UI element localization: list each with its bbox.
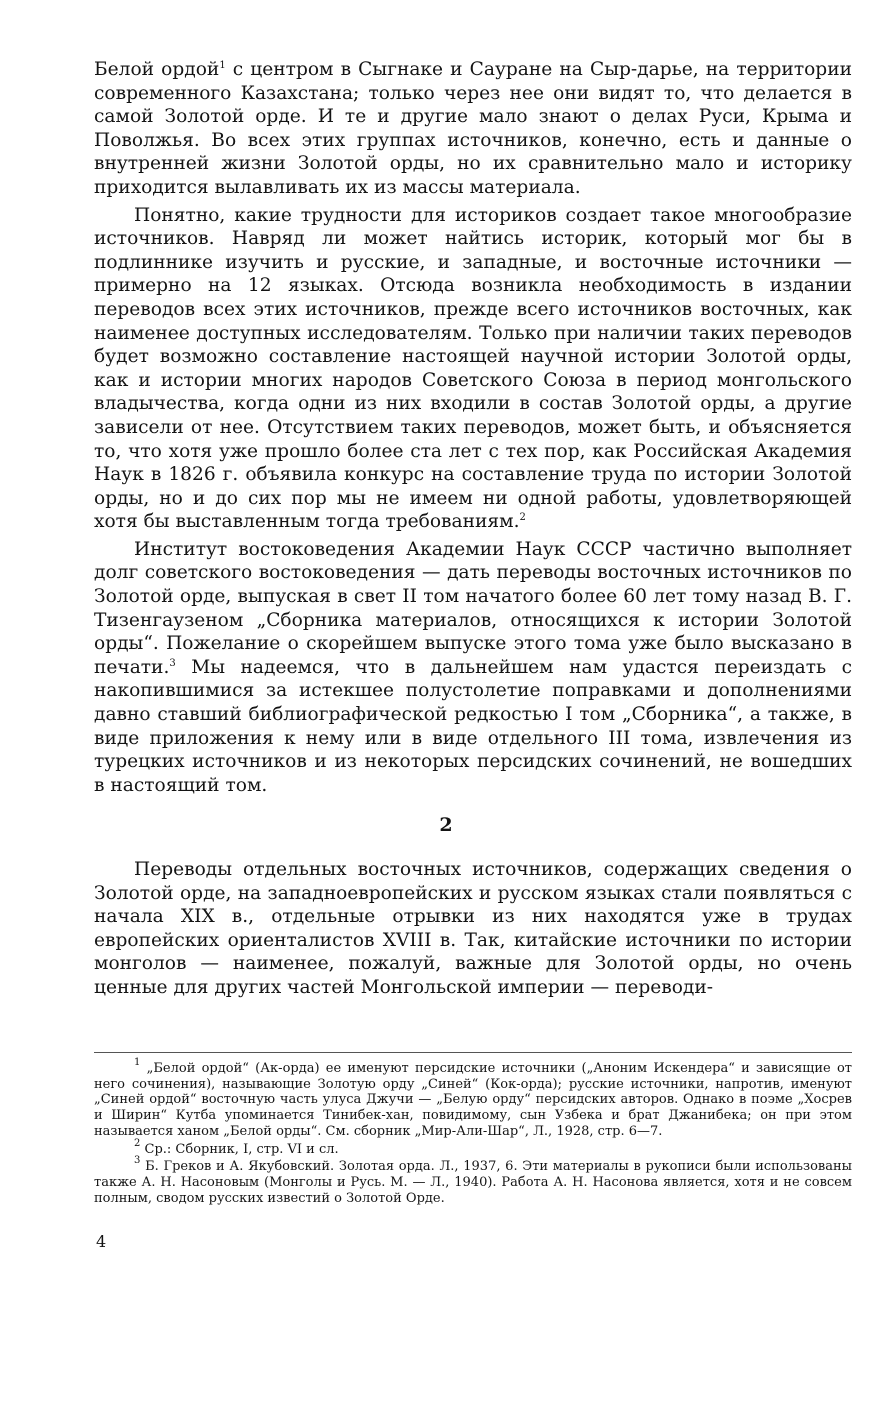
paragraph-2	[94, 204, 852, 534]
footnote-2	[94, 1137, 852, 1158]
footnote-ref-3[interactable]: 3	[169, 657, 176, 669]
section-text	[94, 858, 852, 1000]
footnote-3-text: Б. Греков и А. Якубовский. Золотая орда. Л., 1937, 6. Эти материалы в рукописи были использованы также А. Н. Насоновым (Монголы и Русь. М. — Л., 1940). Работа А. Н. Насонова является, хотя и не совсем полным, сводом русских известий о Золотой Орде.	[94, 1159, 853, 1206]
main-text	[94, 58, 852, 797]
footnote-1	[94, 1057, 852, 1140]
paragraph-1	[94, 58, 852, 200]
paragraph-1-lead: Белой ордой	[94, 59, 220, 80]
footnote-ref-2[interactable]: 2	[519, 512, 526, 524]
paragraph-3-rest: Мы надеемся, что в дальнейшем нам удастся переиздать с накопившимися за истекшее полустолетие поправками и дополнениями давно ставший библиографической редкостью I том „Сборника“, а также, в виде приложения к нему или в виде отдельного III тома, извлечения из турецких источников и из некоторых персидских сочинений, не вошедших в настоящий том.	[94, 656, 852, 796]
footnote-3-number: 3	[134, 1155, 141, 1167]
paragraph-1-rest: с центром в Сыгнаке и Сауране на Сыр-дарье, на территории современного Казахстана; только через нее они видят то, что делается в самой Золотой орде. И те и другие мало знают о делах Руси, Крыма и Поволжья. Во всех этих группах источников, конечно, есть и данные о внутренней жизни Золотой орды, но их сравнительно мало и историку приходится вылавливать их из массы материала.	[94, 59, 852, 198]
section-number: 2	[439, 814, 453, 836]
paragraph-3	[94, 538, 852, 798]
footnotes	[94, 1057, 853, 1206]
footnote-divider	[94, 1052, 852, 1053]
footnote-ref-1[interactable]: 1	[219, 60, 226, 71]
footnote-2-text: Ср.: Сборник, I, стр. VI и сл.	[144, 1141, 339, 1157]
paragraph-2-text: Понятно, какие трудности для историков создает такое многообразие источников. Навряд ли может найтись историк, который мог бы в подлиннике изучить и русские, и западные, и восточные источники — примерно на 12 языках. Отсюда возникла необходимость в издании переводов всех этих источников, прежде всего источников восточных, как наименее доступных исследователям. Только при наличии таких переводов будет возможно составление настоящей научной истории Золотой орды, как и истории многих народов Советского Союза в период монгольского владычества, когда одни из них входили в состав Золотой орды, а другие зависели от нее. Отсутствием таких переводов, может быть, и объясняется то, что хотя уже прошло более ста лет с тех пор, как Российская Академия Наук в 1826 г. объявила конкурс на составление труда по истории Золотой орды, но и до сих пор мы не имеем ни одной работы, удовлетворяющей хотя бы выставленным тогда требованиям.	[94, 204, 852, 533]
page-number: 4	[96, 1232, 107, 1251]
footnote-1-number: 1	[134, 1057, 141, 1068]
footnote-2-number: 2	[134, 1137, 141, 1149]
footnote-1-text: „Белой ордой“ (Ак-орда) ее именуют персидские источники („Аноним Искендера“ и зависящие от него сочинения), называющие Золотую орду „Синей“ (Кок-орда); русские источники, напротив, именуют „Синей ордой“ восточную часть улуса Джучи — „Белую орду“ персидских авторов. Однако в поэме „Хосрев и Ширин“ Кутба упоминается Тинибек-хан, повидимому, сын Узбека и брат Джанибека; он при этом называется ханом „Белой орды“. См. сборник „Мир-Али-Шар“, Л., 1928, стр. 6—7.	[94, 1061, 852, 1139]
paragraph-3-lead: Институт востоковедения Академии Наук СССР частично выполняет долг советского востоковедения — дать переводы восточных источников по Золотой орде, выпуская в свет II том начатого более 60 лет тому назад В. Г. Тизенгаузеном „Сборника материалов, относящихся к истории Золотой орды“. Пожелание о скорейшем выпуске этого тома уже было высказано в печати.	[94, 538, 852, 678]
footnote-3	[94, 1155, 853, 1206]
section-paragraph: Переводы отдельных восточных источников, содержащих сведения о Золотой орде, на западноевропейских и русском языках стали появляться с начала XIX в., отдельные отрывки из них находятся уже в трудах европейских ориенталистов XVIII в. Так, китайские источники по истории монголов — наименее, пожалуй, важные для Золотой орды, но очень ценные для других частей Монгольской империи — переводи-	[94, 859, 852, 998]
